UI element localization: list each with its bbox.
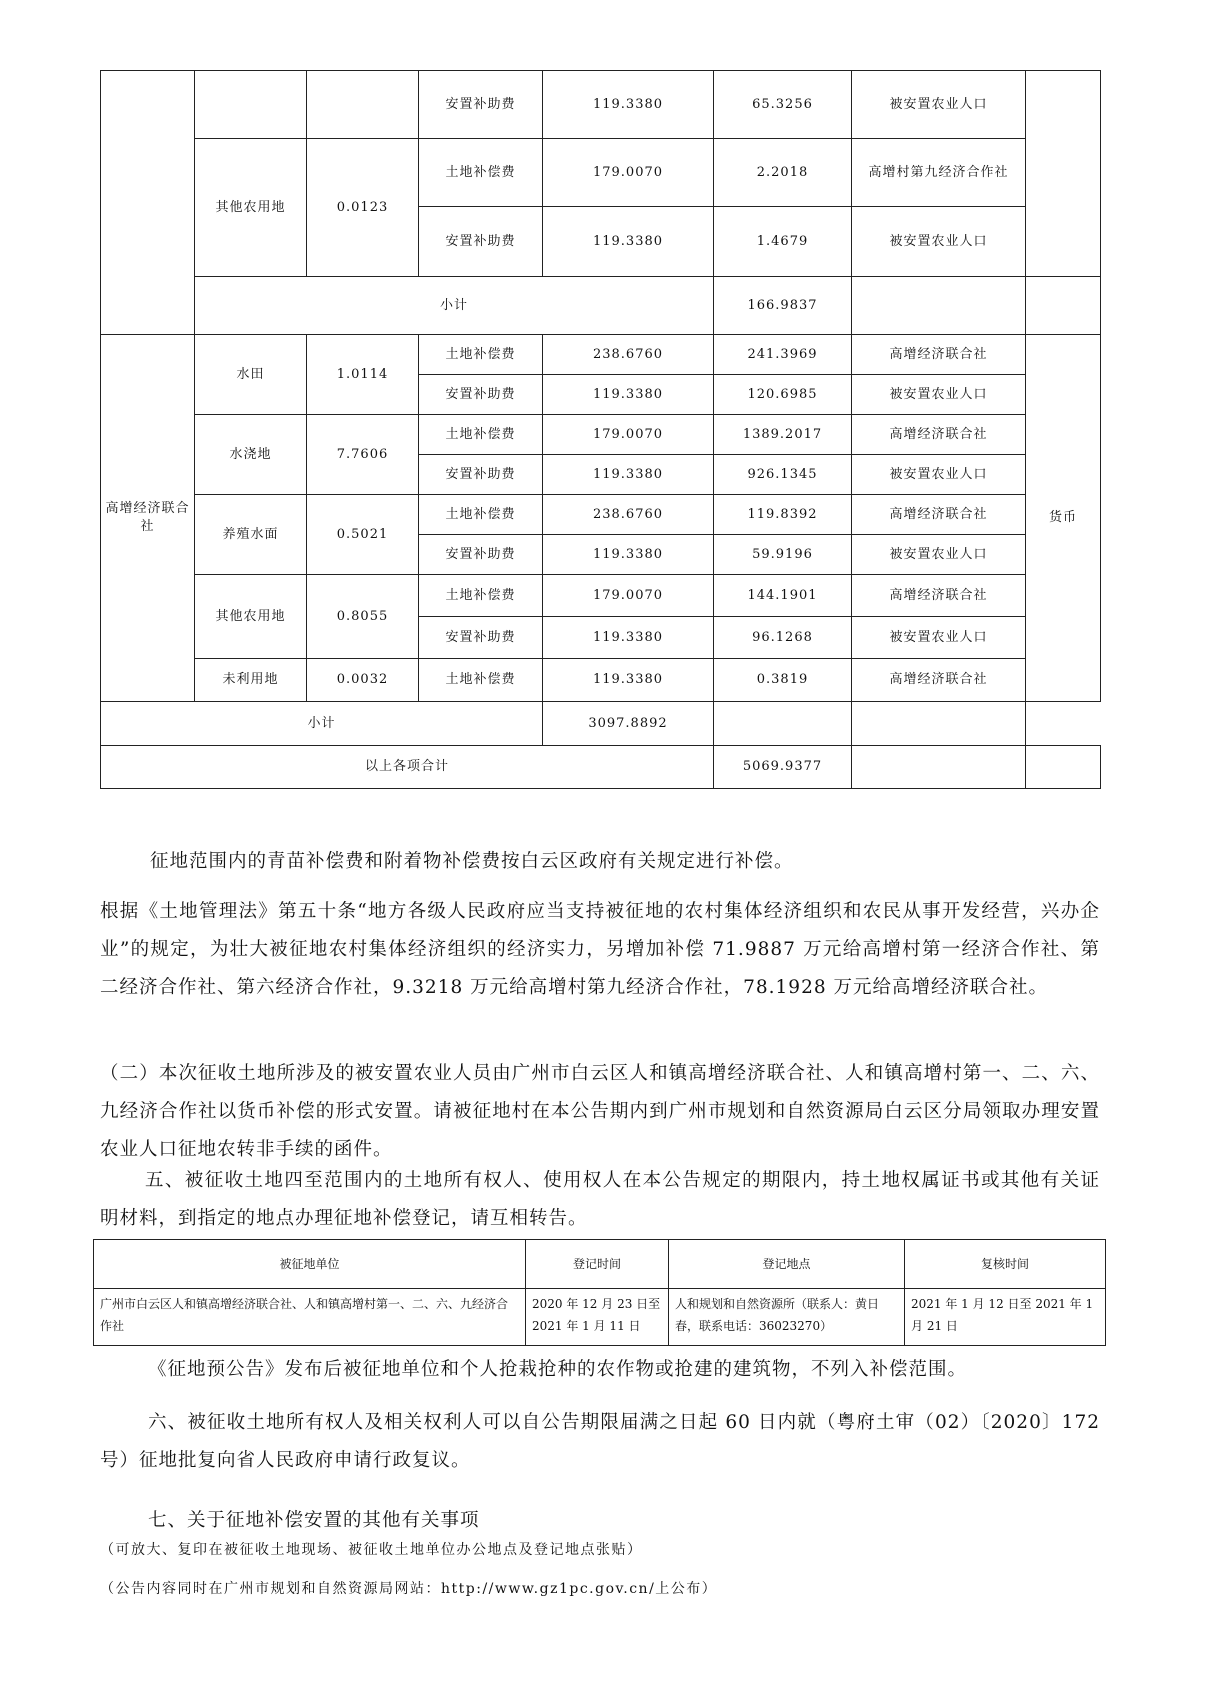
fee-payee: 被安置农业人口 <box>852 207 1026 277</box>
fee-rate: 119.3380 <box>543 375 714 415</box>
fee-payee: 被安置农业人口 <box>852 535 1026 575</box>
fee-payee: 被安置农业人口 <box>852 71 1026 139</box>
land-type-cell <box>195 71 307 139</box>
area-cell: 1.0114 <box>307 335 419 415</box>
fee-rate: 119.3380 <box>543 617 714 659</box>
land-type-cell: 水浇地 <box>195 415 307 495</box>
reg-review-time: 2021 年 1 月 12 日至 2021 年 1 月 21 日 <box>905 1289 1106 1346</box>
reg-time: 2020 年 12 月 23 日至 2021 年 1 月 11 日 <box>526 1289 669 1346</box>
paragraph-review-right: 六、被征收土地所有权人及相关权利人可以自公告期限届满之日起 60 日内就（粤府土审（02）〔2020〕172 号）征地批复向省人民政府申请行政复议。 <box>100 1412 1100 1471</box>
land-type-cell: 未利用地 <box>195 659 307 702</box>
fee-amount: 1389.2017 <box>714 415 852 455</box>
fee-item: 安置补助费 <box>419 617 543 659</box>
fee-payee: 被安置农业人口 <box>852 617 1026 659</box>
reg-header-review: 复核时间 <box>905 1240 1106 1289</box>
section-heading-other-matters: 七、关于征地补偿安置的其他有关事项 <box>148 1510 480 1531</box>
note-website: （公告内容同时在广州市规划和自然资源局网站：http://www.gz1pc.gov.cn/上公布） <box>100 1581 718 1597</box>
fee-amount: 96.1268 <box>714 617 852 659</box>
fee-amount: 0.3819 <box>714 659 852 702</box>
fee-item: 土地补偿费 <box>419 659 543 702</box>
land-type-cell: 水田 <box>195 335 307 415</box>
paragraph-seedling-compensation: 征地范围内的青苗补偿费和附着物补偿费按白云区政府有关规定进行补偿。 <box>150 851 794 872</box>
land-type-cell: 养殖水面 <box>195 495 307 575</box>
fee-amount: 144.1901 <box>714 575 852 617</box>
fee-item: 安置补助费 <box>419 207 543 277</box>
fee-amount: 241.3969 <box>714 335 852 375</box>
fee-amount: 1.4679 <box>714 207 852 277</box>
fee-amount: 119.8392 <box>714 495 852 535</box>
owner-cell: 高增经济联合社 <box>101 335 195 702</box>
fee-item: 安置补助费 <box>419 71 543 139</box>
fee-rate: 238.6760 <box>543 495 714 535</box>
paragraph-extra-compensation: 根据《土地管理法》第五十条“地方各级人民政府应当支持被征地的农村集体经济组织和农民从事开发经营，兴办企业”的规定，为壮大被征地农村集体经济组织的经济实力，另增加补偿 71.9887 万元给高增村第一经济合作社、第二经济合作社、第六经济合作社，9.3218 万元给高增村第九经济合作社，78.1928 万元给高增经济联合社。 <box>100 901 1100 998</box>
fee-item: 土地补偿费 <box>419 415 543 455</box>
fee-item: 安置补助费 <box>419 375 543 415</box>
paragraph-registration: 五、被征收土地四至范围内的土地所有权人、使用权人在本公告规定的期限内，持土地权属证书或其他有关证明材料，到指定的地点办理征地补偿登记，请互相转告。 <box>100 1170 1100 1229</box>
fee-amount: 120.6985 <box>714 375 852 415</box>
fee-item: 土地补偿费 <box>419 495 543 535</box>
fee-amount: 65.3256 <box>714 71 852 139</box>
total-label: 以上各项合计 <box>101 746 714 789</box>
fee-payee: 高增村第九经济合作社 <box>852 139 1026 207</box>
fee-payee: 被安置农业人口 <box>852 455 1026 495</box>
method-cell <box>1026 71 1101 277</box>
land-type-cell: 其他农用地 <box>195 139 307 277</box>
subtotal-value: 3097.8892 <box>543 702 714 746</box>
reg-place: 人和规划和自然资源所（联系人：黄日春，联系电话：36023270） <box>669 1289 905 1346</box>
land-type-cell: 其他农用地 <box>195 575 307 659</box>
subtotal-label: 小计 <box>195 277 714 335</box>
fee-payee: 高增经济联合社 <box>852 575 1026 617</box>
fee-rate: 179.0070 <box>543 575 714 617</box>
fee-payee: 高增经济联合社 <box>852 495 1026 535</box>
owner-cell <box>101 71 195 335</box>
fee-rate: 119.3380 <box>543 659 714 702</box>
reg-header-time: 登记时间 <box>526 1240 669 1289</box>
fee-item: 土地补偿费 <box>419 335 543 375</box>
fee-amount: 2.2018 <box>714 139 852 207</box>
fee-amount: 926.1345 <box>714 455 852 495</box>
area-cell: 7.7606 <box>307 415 419 495</box>
fee-item: 安置补助费 <box>419 535 543 575</box>
fee-rate: 179.0070 <box>543 139 714 207</box>
reg-header-unit: 被征地单位 <box>94 1240 526 1289</box>
subtotal-value: 166.9837 <box>714 277 852 335</box>
subtotal-label: 小计 <box>101 702 543 746</box>
compensation-table <box>100 70 1101 789</box>
fee-payee: 高增经济联合社 <box>852 659 1026 702</box>
fee-item: 土地补偿费 <box>419 139 543 207</box>
fee-item: 安置补助费 <box>419 455 543 495</box>
fee-rate: 238.6760 <box>543 335 714 375</box>
fee-rate: 119.3380 <box>543 207 714 277</box>
note-posting: （可放大、复印在被征收土地现场、被征收土地单位办公地点及登记地点张贴） <box>100 1542 643 1558</box>
fee-rate: 119.3380 <box>543 535 714 575</box>
method-cell: 货币 <box>1026 335 1101 702</box>
paragraph-resettlement: （二）本次征收土地所涉及的被安置农业人员由广州市白云区人和镇高增经济联合社、人和镇高增村第一、二、六、九经济合作社以货币补偿的形式安置。请被征地村在本公告期内到广州市规划和自然资源局白云区分局领取办理安置农业人口征地农转非手续的函件。 <box>100 1063 1100 1160</box>
fee-amount: 59.9196 <box>714 535 852 575</box>
reg-header-place: 登记地点 <box>669 1240 905 1289</box>
fee-item: 土地补偿费 <box>419 575 543 617</box>
fee-payee: 高增经济联合社 <box>852 415 1026 455</box>
area-cell: 0.0123 <box>307 139 419 277</box>
area-cell: 0.5021 <box>307 495 419 575</box>
fee-payee: 被安置农业人口 <box>852 375 1026 415</box>
total-value: 5069.9377 <box>714 746 852 789</box>
reg-unit: 广州市白云区人和镇高增经济联合社、人和镇高增村第一、二、六、九经济合作社 <box>94 1289 526 1346</box>
paragraph-pre-notice: 《征地预公告》发布后被征地单位和个人抢栽抢种的农作物或抢建的建筑物，不列入补偿范围。 <box>148 1359 968 1380</box>
fee-rate: 119.3380 <box>543 455 714 495</box>
area-cell <box>307 71 419 139</box>
fee-rate: 119.3380 <box>543 71 714 139</box>
area-cell: 0.8055 <box>307 575 419 659</box>
fee-rate: 179.0070 <box>543 415 714 455</box>
fee-payee: 高增经济联合社 <box>852 335 1026 375</box>
registration-table <box>93 1239 1106 1346</box>
area-cell: 0.0032 <box>307 659 419 702</box>
